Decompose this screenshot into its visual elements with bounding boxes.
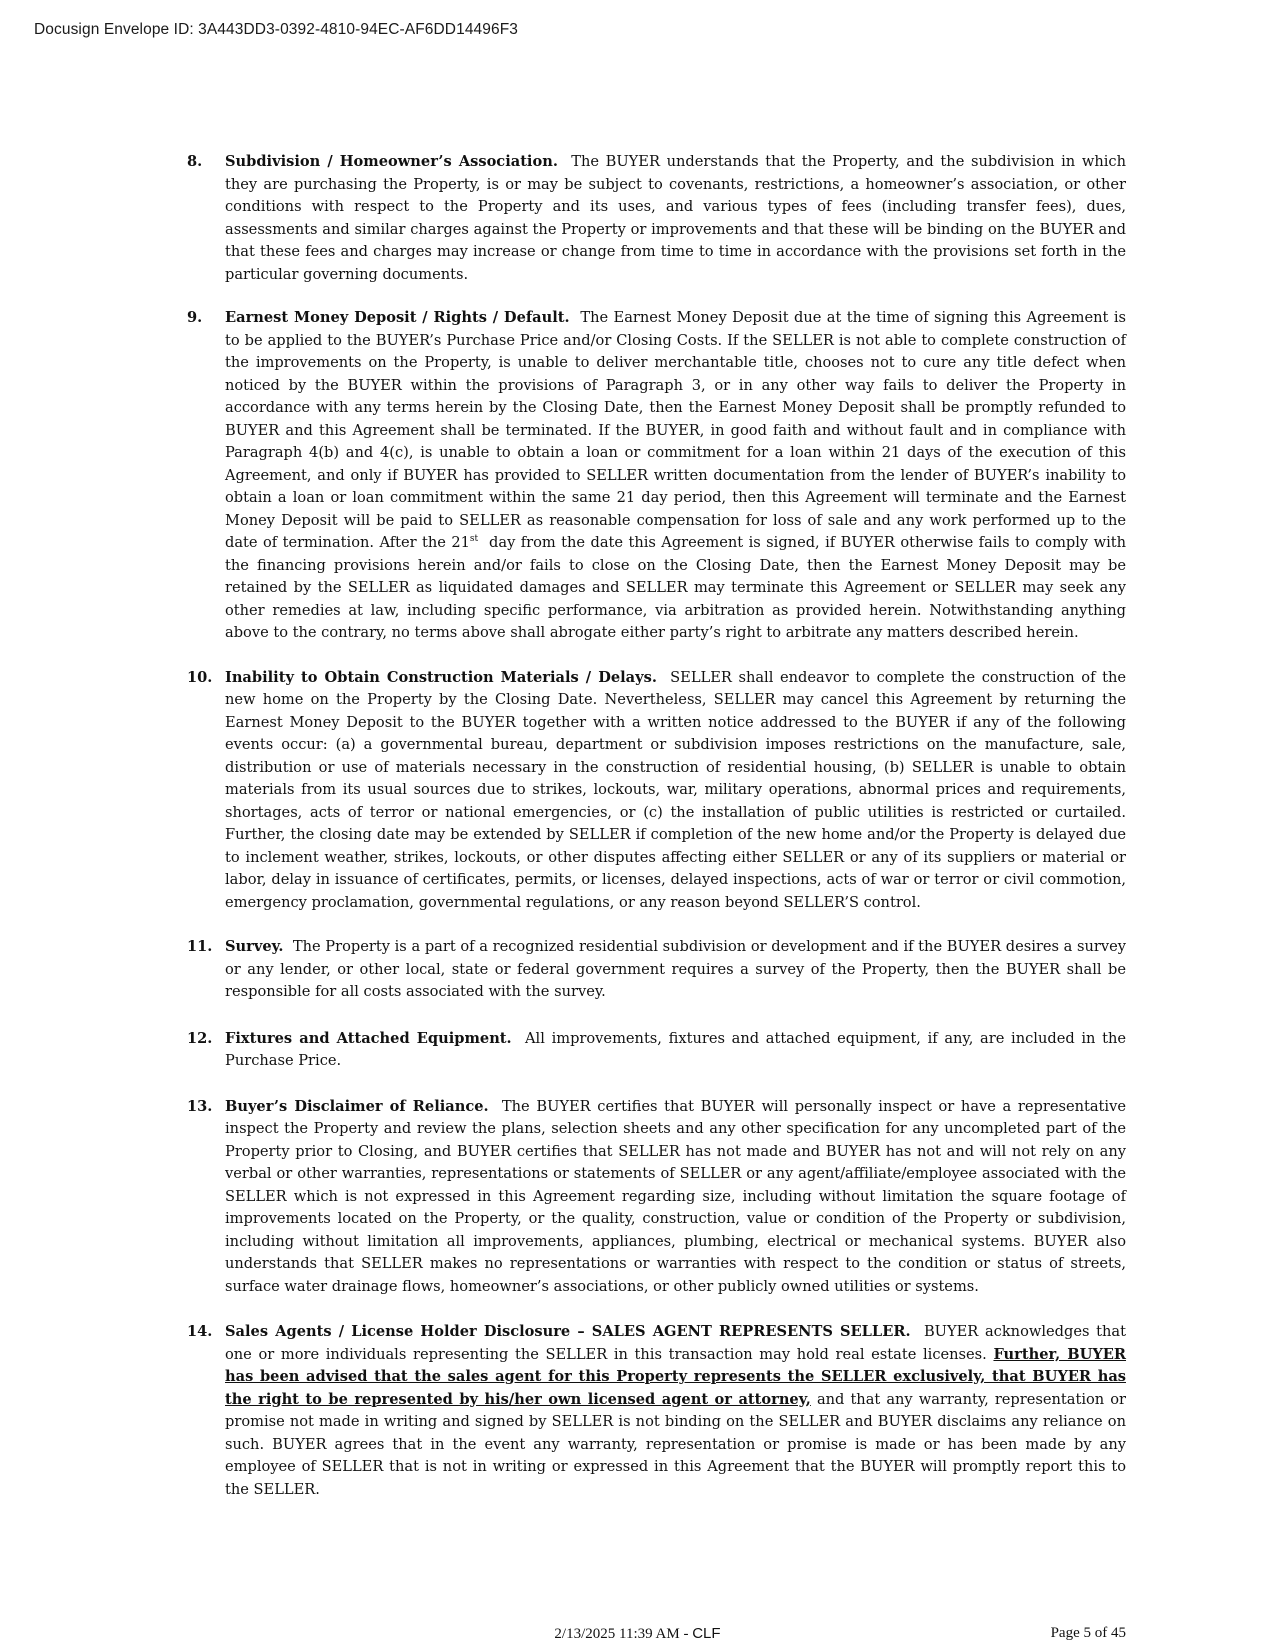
section-title: Fixtures and Attached Equipment. [225,1029,512,1047]
footer-initials: CLF [692,1625,721,1642]
section-text: BUYER acknowledges that one or more individuals representing the SELLER in this transaction may hold real estate licenses. [225,1323,1127,1363]
agent-disclosure-emphasis: Further, BUYER has been advised that the sales agent for this Property represents the SELLER exclusively, that BUYER has the right to be represented by his/her own licensed agent or attorney, [225,1345,1127,1408]
ordinal-suffix: st [469,534,479,545]
section-text: The Property is a part of a recognized residential subdivision or development and if the BUYER desires a survey or any lender, or other local, state or federal government requires a survey of the Property, then the BUYER shall be responsible for all costs associated with the survey. [225,938,1127,1000]
section-text: The Earnest Money Deposit due at the time of signing this Agreement is to be applied to the BUYER’s Purchase Price and/or Closing Costs. If the SELLER is not able to complete construction of the improvements on the Property, is unable to deliver merchantable title, chooses not to cure any title defect when noticed by the BUYER within the provisions of Paragraph 3, or in any other way fails to deliver the Property in accordance with any terms herein by the Closing Date, then the Earnest Money Deposit shall be promptly refunded to BUYER and this Agreement shall be terminated. If the BUYER, in good faith and without fault and in compliance with Paragraph 4(b) and 4(c), is unable to obtain a loan or commitment for a loan within 21 days of the execution of this Agreement, and only if BUYER has provided to SELLER written documentation from the lender of BUYER’s inability to obtain a loan or loan commitment within the same 21 day period, then this Agreement will terminate and the Earnest Money Deposit will be paid to SELLER as reasonable compensation for loss of sale and any work performed up to the date of termination. After the 21 [225,309,1126,551]
footer-datetime: 2/13/2025 11:39 AM [554,1626,680,1642]
section-number: 9. [187,309,203,326]
section-title: Subdivision / Homeowner’s Association. [225,153,558,170]
section-12 [187,1028,1126,1073]
envelope-id: Docusign Envelope ID: 3A443DD3-0392-4810-94EC-AF6DD14496F3 [34,21,518,38]
section-8 [187,151,1126,286]
section-text: The BUYER certifies that BUYER will personally inspect or have a representative inspect the Property and review the plans, selection sheets and any other specification for any uncompleted part of the Property prior to Closing, and BUYER certifies that SELLER has not made and BUYER has not and will not rely on any verbal or other warranties, representations or statements of SELLER or any agent/affiliate/employee associated with the SELLER which is not expressed in this Agreement regarding size, including without limitation the square footage of improvements located on the Property, or the quality, construction, value or condition of the Property or subdivision, including without limitation all improvements, appliances, plumbing, electrical or mechanical systems. BUYER also understands that SELLER makes no representations or warranties with respect to the condition or status of streets, surface water drainage flows, homeowner’s associations, or other publicly owned utilities or systems. [225,1097,1126,1295]
section-10 [187,667,1126,915]
section-9 [187,307,1126,645]
section-number: 13. [187,1097,213,1115]
section-11 [187,936,1126,1004]
section-number: 10. [187,668,213,686]
footer-separator: - [683,1626,689,1642]
section-text-continued: day from the date this Agreement is signed, if BUYER otherwise fails to comply with the financing provisions herein and/or fails to close on the Closing Date, then the Earnest Money Deposit may be retained by the SELLER as liquidated damages and SELLER may terminate this Agreement or SELLER may seek any other remedies at law, including specific performance, via arbitration as provided herein. Notwithstanding anything above to the contrary, no terms above shall abrogate either party’s right to arbitrate any matters described herein. [225,534,1127,641]
document-body [187,151,1126,1501]
section-title: Earnest Money Deposit / Rights / Default. [225,309,570,326]
page-number: Page 5 of 45 [1050,1625,1126,1641]
section-14 [187,1321,1126,1501]
section-text: SELLER shall endeavor to complete the construction of the new home on the Property by the Closing Date. Nevertheless, SELLER may cancel this Agreement by returning the Earnest Money Deposit to the BUYER together with a written notice addressed to the BUYER if any of the following events occur: (a) a governmental bureau, department or subdivision imposes restrictions on the manufacture, sale, distribution or use of materials necessary in the construction of residential housing, (b) SELLER is unable to obtain materials from its usual sources due to strikes, lockouts, war, military operations, abnormal prices and requirements, shortages, acts of terror or national emergencies, or (c) the installation of public utilities is restricted or curtailed. Further, the closing date may be extended by SELLER if completion of the new home and/or the Property is delayed due to inclement weather, strikes, lockouts, or other disputes affecting either SELLER or any of its suppliers or material or labor, delay in issuance of certificates, permits, or licenses, delayed inspections, acts of war or terror or civil commotion, emergency proclamation, governmental regulations, or any reason beyond SELLER’S control. [225,668,1127,911]
section-number: 14. [187,1323,213,1340]
section-title: Survey. [225,938,284,955]
section-text: The BUYER understands that the Property, and the subdivision in which they are purchasing the Property, is or may be subject to covenants, restrictions, a homeowner’s association, or other conditions with respect to the Property and its uses, and various types of fees (including transfer fees), dues, assessments and similar charges against the Property or improvements and that these will be binding on the BUYER and that these fees and charges may increase or change from time to time in accordance with the provisions set forth in the particular governing documents. [225,153,1126,283]
section-title: Buyer’s Disclaimer of Reliance. [225,1097,489,1115]
section-title: Sales Agents / License Holder Disclosure – SALES AGENT REPRESENTS SELLER. [225,1323,911,1340]
section-text-continued: and that any warranty, representation or promise not made in writing and signed by SELLER is not binding on the SELLER and BUYER disclaims any reliance on such. BUYER agrees that in the event any warranty, representation or promise is made or has been made by any employee of SELLER that is not in writing or expressed in this Agreement that the BUYER will promptly report this to the SELLER. [225,1390,1127,1498]
section-number: 8. [187,153,203,170]
section-title: Inability to Obtain Construction Materials / Delays. [225,668,657,686]
section-number: 12. [187,1029,213,1047]
section-13 [187,1096,1126,1299]
section-text: All improvements, fixtures and attached equipment, if any, are included in the Purchase Price. [225,1029,1127,1069]
section-number: 11. [187,938,213,955]
